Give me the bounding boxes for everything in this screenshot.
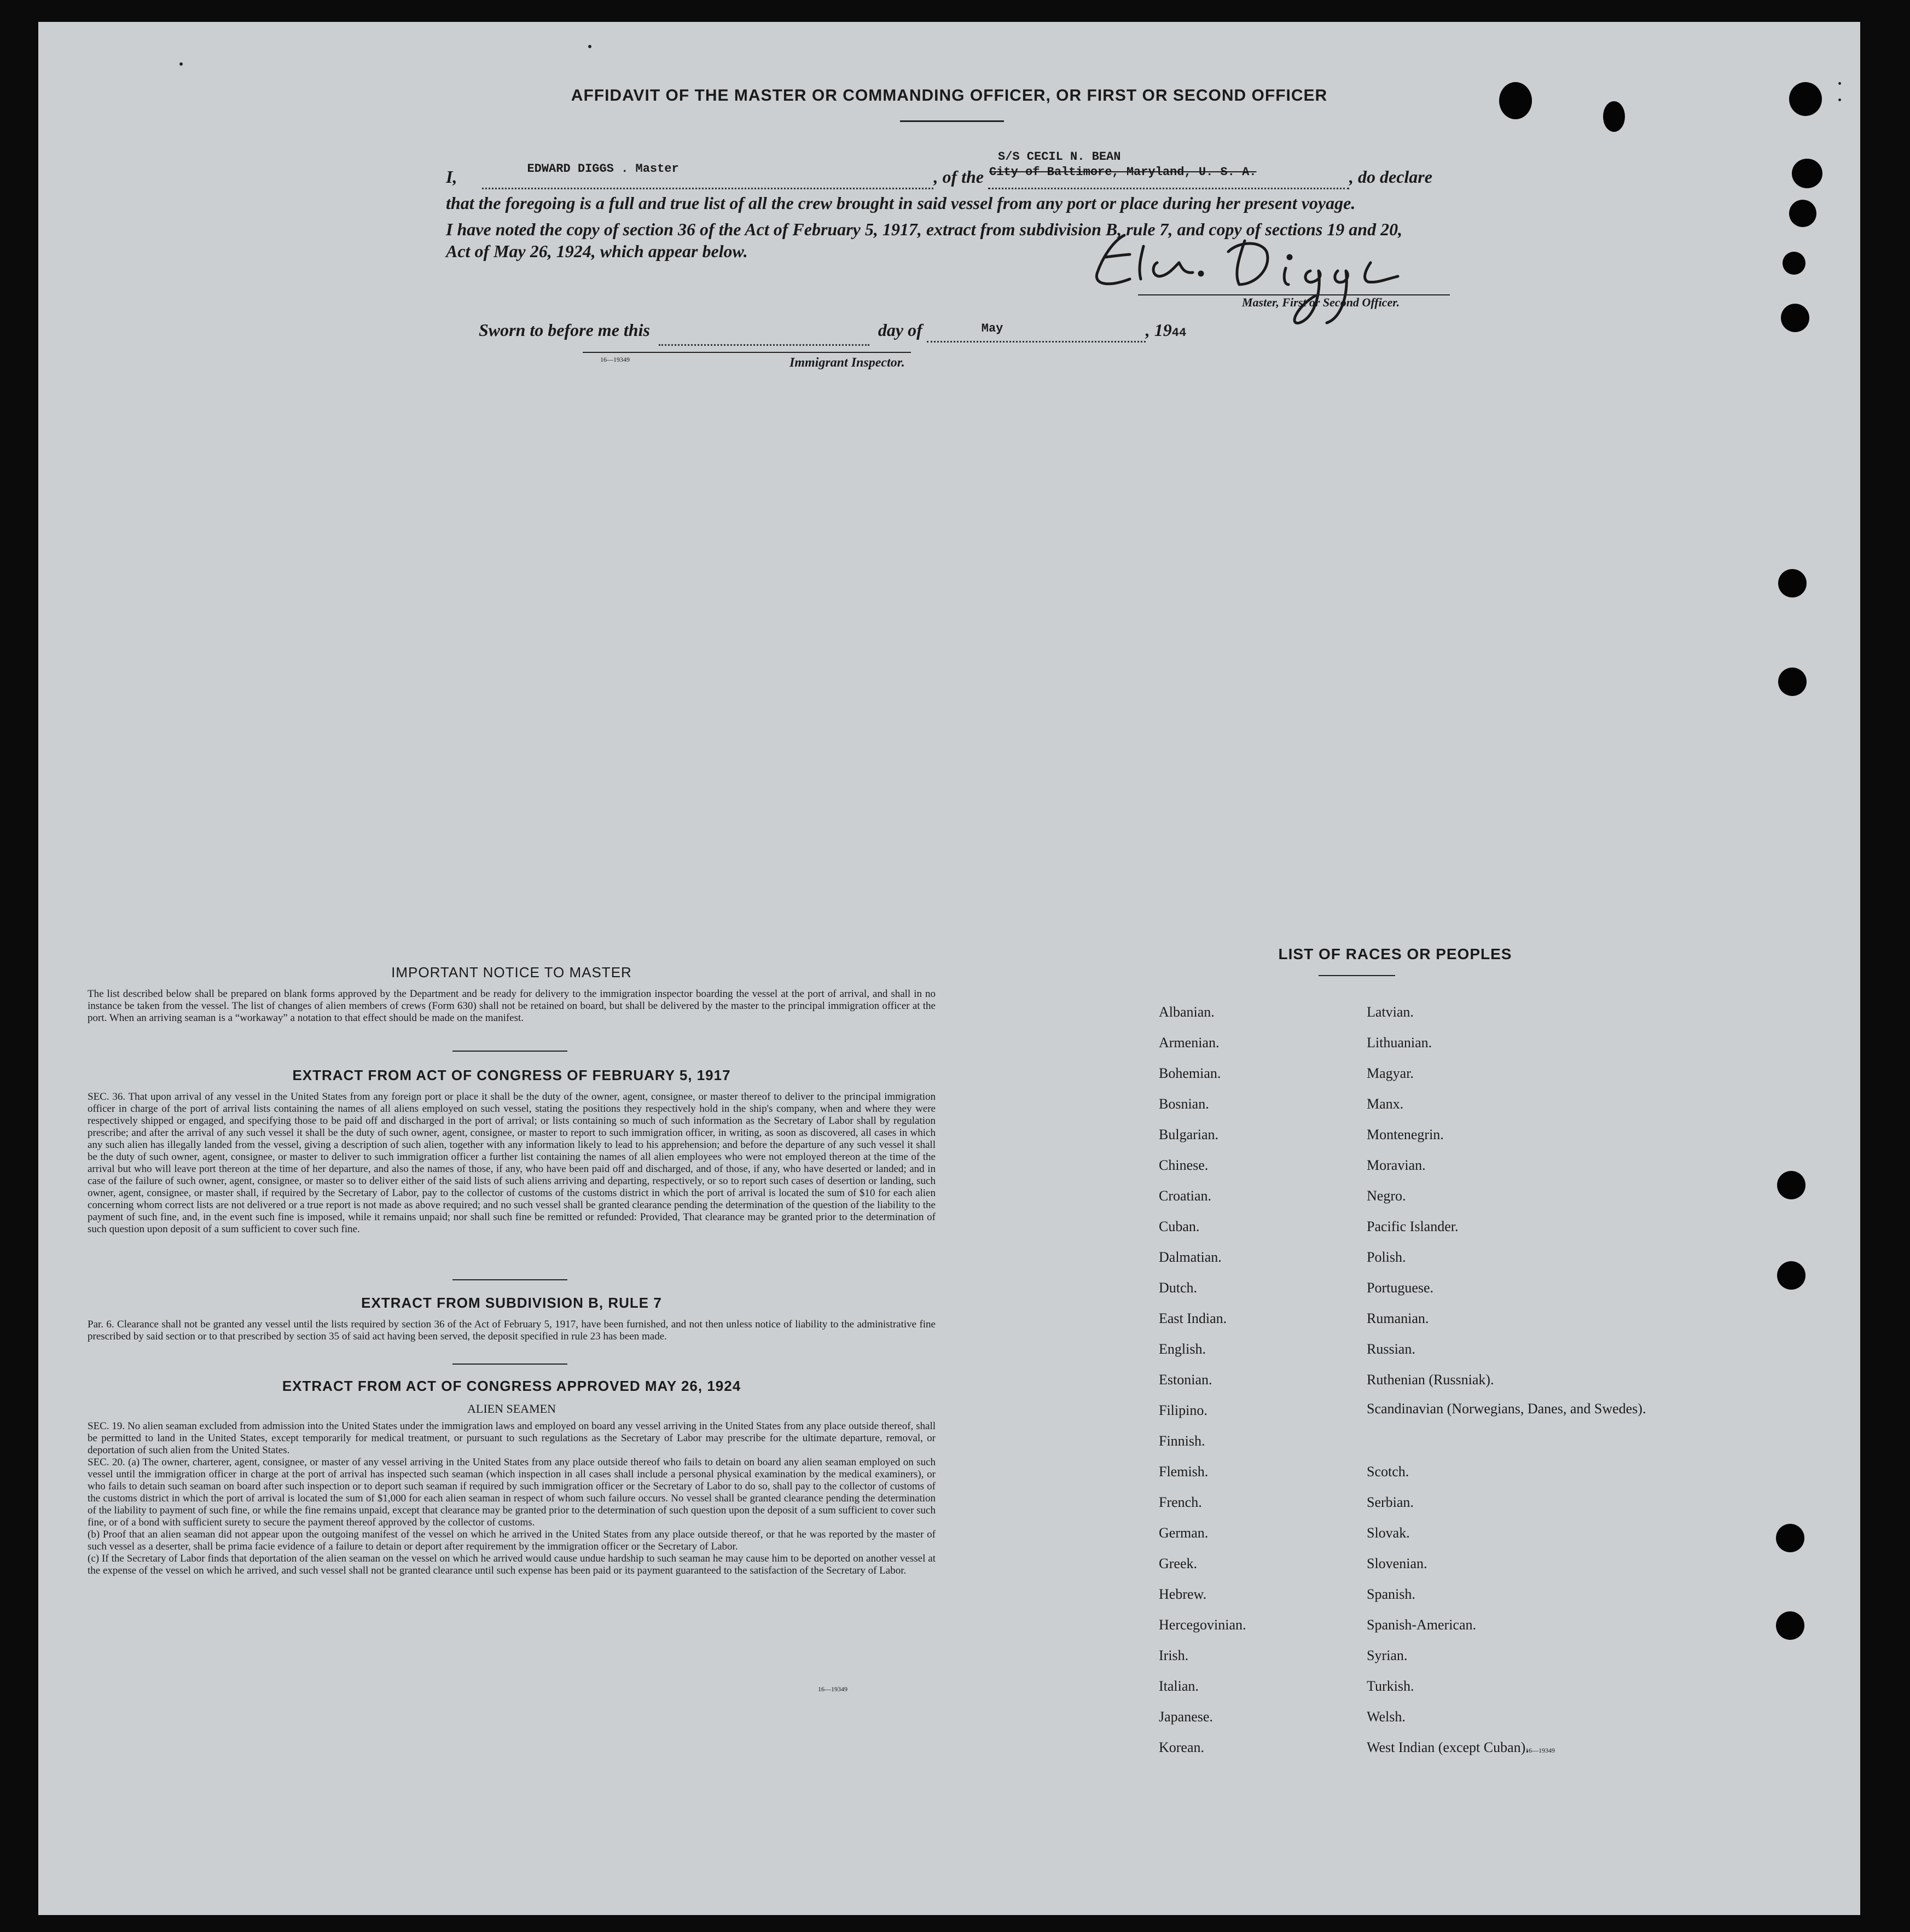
race-item: Serbian. bbox=[1367, 1494, 1414, 1510]
race-item: West Indian (except Cuban). bbox=[1367, 1739, 1529, 1755]
race-item: Japanese. bbox=[1159, 1709, 1213, 1725]
rule7-text: Par. 6. Clearance shall not be granted any vessel until the lists required by section 36 of the Act of February 5, 1917, have been furnished, and not then unless notice of liability to the administrative fine prescribed by said section or to that prescribed by section 35 of said act having been served, the deposit specified in rule 23 has been made. bbox=[88, 1319, 936, 1342]
race-item: Welsh. bbox=[1367, 1709, 1406, 1725]
race-item: Negro. bbox=[1367, 1188, 1406, 1204]
inspector-line bbox=[583, 352, 911, 353]
race-item: Moravian. bbox=[1367, 1157, 1426, 1173]
races-left-column bbox=[1159, 997, 1356, 1763]
race-item: Scotch. bbox=[1367, 1464, 1409, 1480]
sworn-line bbox=[479, 317, 1186, 346]
races-title: LIST OF RACES OR PEOPLES bbox=[1278, 945, 1512, 962]
race-item: Filipino. bbox=[1159, 1402, 1207, 1418]
alien-seamen-subtitle: ALIEN SEAMEN bbox=[467, 1402, 556, 1415]
race-item: German. bbox=[1159, 1525, 1209, 1541]
race-item: Slovak. bbox=[1367, 1525, 1410, 1541]
race-item: Greek. bbox=[1159, 1556, 1198, 1571]
of-the-label: , of the bbox=[933, 167, 984, 187]
signature-line bbox=[1138, 294, 1450, 295]
day-of-label: day of bbox=[878, 320, 922, 340]
race-item: Flemish. bbox=[1159, 1464, 1209, 1480]
race-item: French. bbox=[1159, 1494, 1202, 1510]
race-item: Portuguese. bbox=[1367, 1280, 1434, 1296]
punch-hole bbox=[1776, 1611, 1804, 1640]
affidavit-line-4: Act of May 26, 1924, which appear below. bbox=[446, 241, 748, 261]
punch-hole bbox=[1777, 1171, 1805, 1199]
title-divider bbox=[900, 120, 1004, 122]
race-item: Italian. bbox=[1159, 1678, 1199, 1694]
notice-text: The list described below shall be prepared on blank forms approved by the Department and be ready for delivery to the immigration inspector boarding the vessel at the port of arrival, and shall in no instance be taken from the vessel. The list of changes of alien members of crews (Form 630) shall not be retained on board, but shall be delivered by the master to the principal immigration officer at the port. When an arriving seaman is a “workaway” a notation to that effect should be made on the manifest. bbox=[88, 988, 936, 1024]
inspector-label: Immigrant Inspector. bbox=[789, 356, 905, 370]
race-item: Hebrew. bbox=[1159, 1586, 1207, 1602]
affidavit-line-1 bbox=[446, 150, 1432, 189]
extract-1924-title: EXTRACT FROM ACT OF CONGRESS APPROVED MAY 26, 1924 bbox=[282, 1378, 741, 1394]
form-number-races: 16—19349 bbox=[1525, 1747, 1555, 1754]
speck bbox=[179, 62, 183, 66]
race-item: Montenegrin. bbox=[1367, 1127, 1444, 1142]
divider bbox=[1319, 975, 1395, 976]
race-item: Polish. bbox=[1367, 1249, 1406, 1265]
race-item: Spanish-American. bbox=[1367, 1617, 1477, 1633]
sec-20a-text: SEC. 20. (a) The owner, charterer, agent, consignee, or master of any vessel arriving in the United States from any place outside thereof who fails to detain on board any alien seaman employed on such vessel until the immigration officer in charge at the port of arrival has inspected such seaman (which inspection in all cases shall include a personal physical examination by the medical examiners), or who fails to detain such seaman on board after such inspection or to deport such seaman if required by such immigration officer or the Secretary of Labor to do so, shall pay to the collector of customs of the customs district in which the port of arrival is located the sum of $1,000 for each alien seaman in respect of whom such failure occurs. No vessel shall be granted clearance pending the determination of the liability to payment of such fine, or while the fine remains unpaid, except that clearance may be granted prior to the determination of such question upon the deposit of a sum sufficient to cover such fine, or of a bond with sufficient surety to secure the payment thereof approved by the collector of customs. bbox=[88, 1457, 936, 1528]
form-number-top: 16—19349 bbox=[600, 356, 630, 363]
notice-title: IMPORTANT NOTICE TO MASTER bbox=[391, 964, 632, 980]
vessel-name: S/S CECIL N. BEAN bbox=[998, 150, 1121, 164]
race-item: Spanish. bbox=[1367, 1586, 1415, 1602]
race-item: Magyar. bbox=[1367, 1065, 1414, 1081]
race-item: Bosnian. bbox=[1159, 1096, 1209, 1112]
master-name: EDWARD DIGGS . Master bbox=[527, 162, 679, 176]
punch-hole bbox=[1603, 101, 1625, 132]
sec-20b-text: (b) Proof that an alien seaman did not appear upon the outgoing manifest of the vessel on which he arrived in the United States from any place outside thereof, or that he was reported by the master of such vessel as a deserter, shall be prima facie evidence of a failure to detain or deport after requirement by the immigration officer or the Secretary of Labor. bbox=[88, 1529, 936, 1552]
sworn-year: 44 bbox=[1171, 326, 1187, 340]
affidavit-title: AFFIDAVIT OF THE MASTER OR COMMANDING OFFICER, OR FIRST OR SECOND OFFICER bbox=[571, 86, 1328, 105]
affidavit-line-3: I have noted the copy of section 36 of the Act of February 5, 1917, extract from subdivision B, rule 7, and copy of sections 19 and 20, bbox=[446, 219, 1403, 239]
race-item: Cuban. bbox=[1159, 1219, 1200, 1234]
divider bbox=[452, 1279, 567, 1280]
speck bbox=[1838, 82, 1841, 85]
race-item: Russian. bbox=[1367, 1341, 1415, 1357]
punch-hole bbox=[1789, 200, 1816, 227]
race-item: Syrian. bbox=[1367, 1647, 1408, 1663]
races-right-column bbox=[1367, 997, 1646, 1763]
race-item: Latvian. bbox=[1367, 1004, 1414, 1020]
race-item: Albanian. bbox=[1159, 1004, 1215, 1020]
race-item: Rumanian. bbox=[1367, 1310, 1429, 1326]
race-item: Ruthenian (Russniak). bbox=[1367, 1372, 1494, 1388]
rule7-title: EXTRACT FROM SUBDIVISION B, RULE 7 bbox=[361, 1295, 662, 1311]
affidavit-line-2: that the foregoing is a full and true list of all the crew brought in said vessel from any port or place during her present voyage. bbox=[446, 193, 1356, 213]
punch-hole bbox=[1783, 252, 1805, 275]
race-item: East Indian. bbox=[1159, 1310, 1227, 1326]
signature-caption: Master, First or Second Officer. bbox=[1242, 295, 1400, 309]
punch-hole bbox=[1778, 668, 1807, 696]
race-item: English. bbox=[1159, 1341, 1206, 1357]
word-i: I, bbox=[446, 167, 457, 187]
race-item: Turkish. bbox=[1367, 1678, 1414, 1694]
extract-1924-text bbox=[88, 1420, 936, 1577]
divider bbox=[452, 1364, 567, 1365]
sec-19-text: SEC. 19. No alien seaman excluded from admission into the United States under the immigration laws and employed on board any vessel arriving in the United States from any place outside thereof, shall be permitted to land in the United States, except temporarily for medical treatment, or pursuant to such regulations as the Secretary of Labor may prescribe for the ultimate departure, removal, or deportation of such alien from the United States. bbox=[88, 1420, 936, 1456]
race-item: Bulgarian. bbox=[1159, 1127, 1219, 1142]
race-item: Hercegovinian. bbox=[1159, 1617, 1246, 1633]
speck bbox=[588, 45, 591, 48]
form-number-bottom: 16—19349 bbox=[818, 1685, 847, 1693]
race-item: Manx. bbox=[1367, 1096, 1404, 1112]
do-declare-label: , do declare bbox=[1349, 167, 1432, 187]
punch-hole bbox=[1776, 1524, 1804, 1552]
race-item: Croatian. bbox=[1159, 1188, 1212, 1204]
document-page bbox=[38, 22, 1860, 1915]
race-item: Armenian. bbox=[1159, 1035, 1220, 1051]
punch-hole bbox=[1792, 159, 1822, 188]
race-item: Irish. bbox=[1159, 1647, 1189, 1663]
race-item: Slovenian. bbox=[1367, 1556, 1427, 1571]
year-prefix: , 19 bbox=[1145, 320, 1172, 340]
sworn-label: Sworn to before me this bbox=[479, 320, 650, 340]
sworn-month: May bbox=[981, 322, 1003, 335]
extract-1917-text: SEC. 36. That upon arrival of any vessel in the United States from any foreign port or place it shall be the duty of the owner, agent, consignee, or master thereof to deliver to the principal immigration officer in charge of the port of arrival lists containing the names of all aliens employed on such vessel, stating the positions they respectively hold in the ship's company, when and where they were respectively shipped or engaged, and specifying those to be paid off and discharged in the port of arrival; or lists containing so much of such information as the Secretary of Labor shall by regulation prescribe; and after the arrival of any such vessel it shall be the duty of such owner, agent, consignee, or master to report to such immigration officer, in writing, as soon as discovered, all cases in which any such alien has illegally landed from the vessel, giving a description of such alien, together with any information likely to lead to his apprehension; and before the departure of any such vessel it shall be the duty of such owner, agent, consignee, or master to deliver to such immigration officer a further list containing the names of all alien employees who were not employed thereon at the time of the arrival but who will leave port thereon at the time of her departure, and also the names of those, if any, who have been paid off and discharged, and of those, if any, who have deserted or landed; and in case of the failure of such owner, agent, consignee, or master so to deliver either of the said lists of such aliens arriving and departing, respectively, or so to report such cases of desertion or landing, such owner, agent, consignee, or master shall, if required by the Secretary of Labor, pay to the collector of customs of the customs district in which the port of arrival is located the sum of $10 for each alien concerning whom correct lists are not delivered or a true report is not made as above required; and no such vessel shall be granted clearance pending the determination of the question of the liability to the payment of such fine, and, in the event such fine is imposed, while it remains unpaid; nor shall such fine be remitted or refunded: Provided, That clearance may be granted prior to the determination of such question upon deposit of a sum sufficient to cover such fine. bbox=[88, 1091, 936, 1235]
race-item: Finnish. bbox=[1159, 1433, 1205, 1449]
race-item: Pacific Islander. bbox=[1367, 1219, 1459, 1234]
punch-hole bbox=[1777, 1261, 1805, 1290]
race-item: Dalmatian. bbox=[1159, 1249, 1222, 1265]
punch-hole bbox=[1781, 304, 1809, 332]
race-item: Korean. bbox=[1159, 1739, 1205, 1755]
race-item: Scandinavian (Norwegians, Danes, and Swedes). bbox=[1367, 1401, 1646, 1417]
race-item: Lithuanian. bbox=[1367, 1035, 1432, 1051]
race-item: Dutch. bbox=[1159, 1280, 1198, 1296]
race-item: Bohemian. bbox=[1159, 1065, 1221, 1081]
punch-hole bbox=[1778, 569, 1807, 597]
extract-1917-title: EXTRACT FROM ACT OF CONGRESS OF FEBRUARY 5, 1917 bbox=[292, 1067, 731, 1083]
divider bbox=[452, 1051, 567, 1052]
vessel-port: City of Baltimore, Maryland, U. S. A. bbox=[989, 165, 1257, 179]
sec-20c-text: (c) If the Secretary of Labor finds that deportation of the alien seaman on the vessel on which he arrived would cause undue hardship to such seaman he may cause him to be deported on another vessel at the expense of the vessel on which he arrived, and such vessel shall not be granted clearance until such expense has been paid or its payment guaranteed to the satisfaction of the Secretary of Labor. bbox=[88, 1553, 936, 1576]
race-item: Chinese. bbox=[1159, 1157, 1209, 1173]
race-item: Estonian. bbox=[1159, 1372, 1212, 1388]
